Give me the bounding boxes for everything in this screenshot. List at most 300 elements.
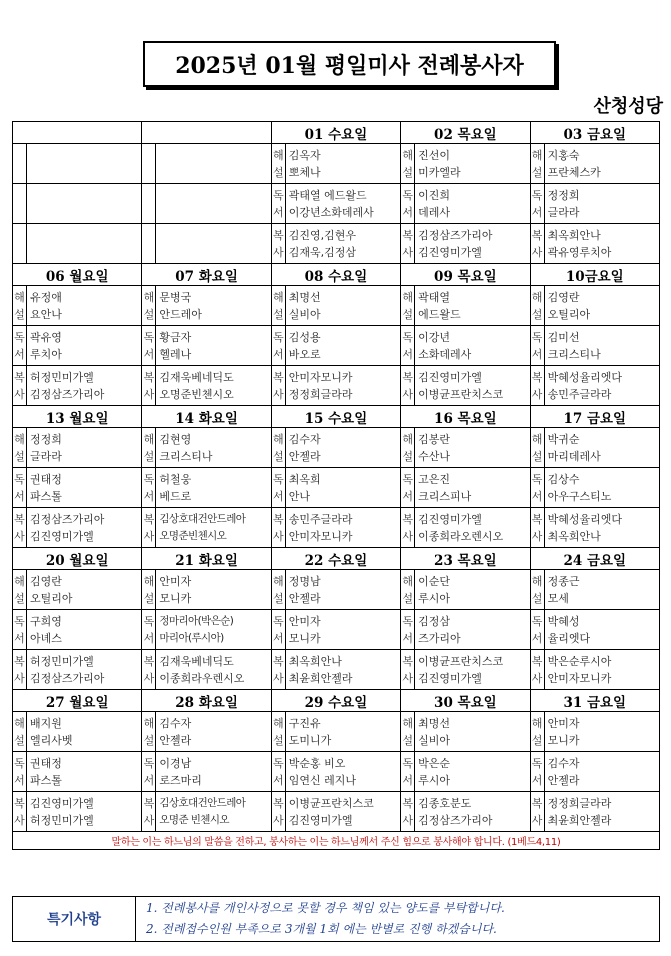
volunteer-cell — [156, 184, 271, 224]
role-label — [142, 366, 156, 406]
role-char: 복 — [272, 796, 284, 810]
role-label — [142, 428, 156, 468]
volunteer-name: 정정희글라라 — [547, 796, 612, 810]
note-item: 1. 전례봉사를 개인사정으로 못할 경우 책임 있는 양도를 부탁합니다. — [146, 901, 505, 915]
day-header: 08 수요일 — [271, 264, 400, 286]
volunteer-cell — [27, 650, 142, 690]
role-label — [530, 712, 544, 752]
role-char: 설 — [143, 449, 155, 463]
role-char: 사 — [272, 813, 284, 827]
volunteer-name: 허정민미가엘 — [30, 370, 94, 384]
role-char: 독 — [14, 330, 25, 344]
role-char: 복 — [272, 512, 284, 526]
volunteer-name: 박혜성 — [547, 614, 580, 628]
role-label — [271, 428, 285, 468]
role-char: 설 — [143, 733, 155, 747]
role-char: 서 — [272, 205, 284, 219]
role-char: 해 — [143, 574, 155, 588]
volunteer-name: 김진영,김현우 — [288, 228, 357, 242]
volunteer-name: 최옥희 — [288, 472, 321, 486]
volunteer-name: 안미자 — [159, 574, 192, 588]
lector-row — [13, 610, 660, 650]
role-char: 복 — [402, 370, 413, 384]
role-label — [142, 184, 156, 224]
lector-row — [13, 184, 660, 224]
role-char: 설 — [272, 165, 284, 179]
role-char: 복 — [531, 370, 543, 384]
role-char: 설 — [272, 449, 284, 463]
volunteer-cell — [285, 326, 400, 366]
role-char: 사 — [143, 813, 155, 827]
volunteer-cell — [285, 468, 400, 508]
volunteer-name: 김상호대건안드레아 — [159, 512, 246, 525]
day-header: 31 금요일 — [530, 690, 659, 712]
volunteer-baptismal-name: 김진영미가엘 — [418, 671, 482, 685]
role-char: 복 — [531, 654, 543, 668]
role-label — [13, 610, 27, 650]
day-header: 07 화요일 — [142, 264, 271, 286]
role-char: 서 — [531, 773, 543, 787]
day-header: 15 수요일 — [271, 406, 400, 428]
role-label — [142, 224, 156, 264]
role-char: 해 — [14, 716, 25, 730]
parish-name: 산청성당 — [593, 96, 663, 117]
volunteer-cell — [156, 570, 271, 610]
role-char: 해 — [272, 716, 284, 730]
role-char: 해 — [272, 290, 284, 304]
role-char: 사 — [143, 671, 155, 685]
volunteer-cell — [415, 570, 530, 610]
volunteer-baptismal-name: 이종희라오렌시오 — [418, 529, 504, 543]
volunteer-cell — [415, 752, 530, 792]
volunteer-name: 김수자 — [159, 716, 192, 730]
role-char: 서 — [143, 489, 155, 503]
role-char: 서 — [402, 773, 413, 787]
volunteer-name: 곽태열 — [418, 290, 451, 304]
volunteer-cell — [27, 184, 142, 224]
volunteer-cell — [285, 570, 400, 610]
day-header: 03 금요일 — [530, 122, 659, 144]
volunteer-baptismal-name: 오명준빈첸시오 — [159, 529, 227, 542]
volunteer-name: 박은순루시아 — [547, 654, 612, 668]
volunteer-cell — [415, 144, 530, 184]
volunteer-name: 박혜성율리엣다 — [547, 512, 622, 526]
volunteer-baptismal-name: 파스톨 — [30, 773, 62, 787]
role-label — [142, 144, 156, 184]
role-char: 서 — [272, 489, 284, 503]
volunteer-baptismal-name: 바오로 — [288, 347, 321, 361]
role-char: 해 — [143, 290, 155, 304]
role-label — [530, 610, 544, 650]
volunteer-cell — [415, 286, 530, 326]
volunteer-name: 이강년 — [418, 330, 451, 344]
role-char: 사 — [14, 387, 25, 401]
role-label — [13, 570, 27, 610]
role-char: 복 — [402, 796, 413, 810]
volunteer-baptismal-name: 파스톨 — [30, 489, 62, 503]
volunteer-baptismal-name: 이종희라우렌시오 — [159, 671, 245, 685]
role-label — [401, 650, 415, 690]
volunteer-name: 최옥희안나 — [288, 654, 342, 668]
role-char: 복 — [143, 654, 155, 668]
role-char: 사 — [531, 813, 543, 827]
day-header: 21 화요일 — [142, 548, 271, 570]
volunteer-cell — [156, 326, 271, 366]
page-title: 2025년 01월 평일미사 전례봉사자 — [143, 41, 556, 87]
role-label — [530, 366, 544, 406]
role-char: 독 — [143, 330, 155, 344]
volunteer-name: 박은순 — [418, 756, 451, 770]
volunteer-cell — [285, 144, 400, 184]
role-label — [530, 428, 544, 468]
volunteer-baptismal-name: 임연신 레지나 — [288, 773, 357, 787]
volunteer-baptismal-name: 크리스티나 — [159, 449, 213, 463]
volunteer-cell — [544, 184, 659, 224]
role-char: 설 — [402, 165, 413, 179]
notes-box — [12, 896, 660, 942]
volunteer-cell — [156, 286, 271, 326]
role-label — [271, 610, 285, 650]
volunteer-baptismal-name: 루치아 — [30, 347, 62, 361]
volunteer-name: 황금자 — [159, 330, 192, 344]
volunteer-name: 유정애 — [30, 290, 62, 304]
role-char: 독 — [14, 614, 25, 628]
role-char: 설 — [531, 307, 543, 321]
role-char: 독 — [14, 472, 25, 486]
volunteer-baptismal-name: 김정삼즈가리아 — [30, 387, 105, 401]
role-char: 설 — [531, 449, 543, 463]
role-label — [13, 224, 27, 264]
role-label — [271, 792, 285, 832]
role-label — [530, 144, 544, 184]
volunteer-cell — [156, 508, 271, 548]
role-label — [13, 428, 27, 468]
volunteer-name: 김정삼즈가리아 — [418, 228, 493, 242]
role-char: 설 — [402, 733, 413, 747]
volunteer-cell — [27, 610, 142, 650]
role-char: 해 — [14, 290, 25, 304]
volunteer-name: 김미선 — [547, 330, 580, 344]
role-label — [401, 570, 415, 610]
lector-row — [13, 326, 660, 366]
server-row — [13, 366, 660, 406]
volunteer-cell — [544, 610, 659, 650]
role-char: 독 — [143, 614, 155, 628]
volunteer-name: 김종호분도 — [418, 796, 472, 810]
role-label — [530, 468, 544, 508]
role-char: 사 — [272, 671, 284, 685]
role-label — [142, 752, 156, 792]
volunteer-name: 진선이 — [418, 148, 451, 162]
role-label — [530, 570, 544, 610]
volunteer-cell — [285, 650, 400, 690]
volunteer-baptismal-name: 헬레나 — [159, 347, 192, 361]
role-char: 복 — [14, 796, 25, 810]
volunteer-name: 이병균프란치스코 — [418, 654, 504, 668]
volunteer-cell — [156, 366, 271, 406]
role-char: 서 — [531, 631, 543, 645]
role-char: 서 — [14, 489, 25, 503]
volunteer-baptismal-name: 실비아 — [288, 307, 321, 321]
role-label — [401, 792, 415, 832]
role-label — [530, 650, 544, 690]
volunteer-baptismal-name: 김진영미가엘 — [418, 245, 482, 259]
volunteer-baptismal-name: 안젤라 — [547, 773, 580, 787]
role-char: 독 — [272, 188, 284, 202]
role-label — [142, 610, 156, 650]
role-char: 설 — [143, 307, 155, 321]
volunteer-baptismal-name: 즈가리아 — [418, 631, 461, 645]
role-label — [401, 508, 415, 548]
role-char: 서 — [272, 773, 284, 787]
server-row — [13, 792, 660, 832]
volunteer-baptismal-name: 마리데레사 — [547, 449, 601, 463]
volunteer-baptismal-name: 안젤라 — [159, 733, 192, 747]
volunteer-cell — [285, 792, 400, 832]
volunteer-baptismal-name: 김진영미가엘 — [30, 529, 94, 543]
volunteer-cell — [544, 144, 659, 184]
role-char: 사 — [531, 387, 543, 401]
volunteer-cell — [27, 366, 142, 406]
volunteer-name: 권태정 — [30, 472, 62, 486]
volunteer-name: 고은진 — [418, 472, 451, 486]
role-char: 해 — [272, 432, 284, 446]
day-header: 10금요일 — [530, 264, 659, 286]
volunteer-baptismal-name: 프란체스카 — [547, 165, 601, 179]
role-char: 해 — [272, 148, 284, 162]
volunteer-baptismal-name: 모니카 — [288, 631, 321, 645]
volunteer-name: 정명남 — [288, 574, 321, 588]
role-char: 서 — [402, 489, 413, 503]
role-char: 해 — [531, 290, 543, 304]
volunteer-baptismal-name: 김재욱,김정삼 — [288, 245, 357, 259]
volunteer-name: 곽유영 — [30, 330, 62, 344]
role-label — [142, 468, 156, 508]
role-char: 설 — [402, 307, 413, 321]
role-char: 서 — [402, 205, 413, 219]
volunteer-cell — [156, 792, 271, 832]
volunteer-name: 김진영미가엘 — [418, 370, 482, 384]
role-char: 사 — [143, 387, 155, 401]
role-char: 독 — [531, 614, 543, 628]
role-char: 서 — [272, 347, 284, 361]
role-label — [271, 712, 285, 752]
role-char: 해 — [14, 574, 25, 588]
role-label — [271, 326, 285, 366]
day-header: 27 월요일 — [13, 690, 142, 712]
volunteer-baptismal-name: 실비아 — [418, 733, 451, 747]
role-char: 해 — [531, 432, 543, 446]
volunteer-cell — [156, 468, 271, 508]
role-label — [401, 184, 415, 224]
volunteer-baptismal-name: 율리엣다 — [547, 631, 591, 645]
week-header-row — [13, 122, 660, 144]
volunteer-name: 정마리아(박은순) — [159, 614, 234, 627]
volunteer-cell — [544, 570, 659, 610]
role-char: 독 — [531, 472, 543, 486]
week-header-row — [13, 548, 660, 570]
role-label — [530, 792, 544, 832]
scripture-verse: 말하는 이는 하느님의 말씀을 전하고, 봉사하는 이는 하느님께서 주신 힘으로 봉사해야 합니다. (1베드4,11) — [13, 832, 660, 850]
volunteer-cell — [285, 286, 400, 326]
role-char: 설 — [531, 165, 543, 179]
volunteer-cell — [415, 508, 530, 548]
role-char: 해 — [14, 432, 25, 446]
volunteer-cell — [415, 428, 530, 468]
volunteer-cell — [285, 508, 400, 548]
role-char: 복 — [531, 796, 543, 810]
role-char: 사 — [531, 529, 543, 543]
role-char: 설 — [272, 591, 284, 605]
volunteer-baptismal-name: 엘리사벳 — [30, 733, 73, 747]
volunteer-name: 최옥희안나 — [547, 228, 601, 242]
role-label — [530, 326, 544, 366]
volunteer-name: 박혜성율리엣다 — [547, 370, 622, 384]
volunteer-cell — [156, 428, 271, 468]
role-char: 복 — [402, 228, 413, 242]
role-label — [401, 366, 415, 406]
role-char: 사 — [402, 529, 413, 543]
volunteer-baptismal-name: 곽유영루치아 — [547, 245, 612, 259]
role-label — [401, 144, 415, 184]
day-header: 23 목요일 — [401, 548, 530, 570]
role-label — [142, 650, 156, 690]
volunteer-baptismal-name: 오명준빈첸시오 — [159, 387, 234, 401]
role-label — [13, 366, 27, 406]
volunteer-cell — [415, 184, 530, 224]
role-char: 복 — [14, 654, 25, 668]
volunteer-cell — [415, 712, 530, 752]
role-char: 설 — [14, 591, 25, 605]
day-header: 24 금요일 — [530, 548, 659, 570]
volunteer-cell — [544, 326, 659, 366]
role-label — [13, 286, 27, 326]
volunteer-baptismal-name: 정정희글라라 — [288, 387, 353, 401]
volunteer-cell — [156, 610, 271, 650]
role-char: 서 — [402, 631, 413, 645]
volunteer-baptismal-name: 뽀체나 — [288, 165, 321, 179]
day-header: 09 목요일 — [401, 264, 530, 286]
role-char: 복 — [143, 512, 155, 526]
volunteer-name: 안미자 — [547, 716, 580, 730]
role-char: 해 — [531, 716, 543, 730]
volunteer-cell — [415, 792, 530, 832]
volunteer-name: 김성용 — [288, 330, 321, 344]
role-label — [142, 712, 156, 752]
volunteer-name: 권태정 — [30, 756, 62, 770]
volunteer-baptismal-name: 루시아 — [418, 591, 451, 605]
role-char: 설 — [272, 307, 284, 321]
volunteer-baptismal-name: 이강년소화데레사 — [288, 205, 374, 219]
volunteer-cell — [156, 144, 271, 184]
volunteer-cell — [27, 752, 142, 792]
role-char: 독 — [402, 188, 413, 202]
volunteer-baptismal-name: 안미자모니카 — [547, 671, 612, 685]
day-header: 02 목요일 — [401, 122, 530, 144]
volunteer-cell — [544, 366, 659, 406]
role-char: 복 — [531, 228, 543, 242]
role-char: 독 — [402, 330, 413, 344]
volunteer-baptismal-name: 송민주글라라 — [547, 387, 612, 401]
volunteer-cell — [285, 610, 400, 650]
role-char: 해 — [402, 716, 413, 730]
volunteer-cell — [156, 752, 271, 792]
day-header: 06 월요일 — [13, 264, 142, 286]
role-label — [401, 326, 415, 366]
role-label — [401, 712, 415, 752]
role-char: 복 — [143, 796, 155, 810]
volunteer-cell — [27, 712, 142, 752]
volunteer-name: 지홍숙 — [547, 148, 580, 162]
volunteer-name: 김상수 — [547, 472, 580, 486]
role-char: 설 — [402, 449, 413, 463]
volunteer-name: 김영란 — [547, 290, 580, 304]
day-header: 28 화요일 — [142, 690, 271, 712]
lector-row — [13, 468, 660, 508]
role-label — [401, 428, 415, 468]
volunteer-baptismal-name: 오틸리아 — [547, 307, 591, 321]
volunteer-name: 구진유 — [288, 716, 321, 730]
day-header: 30 목요일 — [401, 690, 530, 712]
volunteer-cell — [415, 650, 530, 690]
role-char: 독 — [272, 614, 284, 628]
role-char: 사 — [272, 245, 284, 259]
commentator-row — [13, 144, 660, 184]
volunteer-name: 김옥자 — [288, 148, 321, 162]
server-row — [13, 508, 660, 548]
volunteer-cell — [156, 650, 271, 690]
volunteer-cell — [285, 428, 400, 468]
role-char: 해 — [402, 432, 413, 446]
role-char: 해 — [531, 574, 543, 588]
week-header-row — [13, 690, 660, 712]
volunteer-name: 문병국 — [159, 290, 192, 304]
role-label — [401, 286, 415, 326]
role-label — [271, 366, 285, 406]
volunteer-baptismal-name: 수산나 — [418, 449, 451, 463]
server-row — [13, 650, 660, 690]
volunteer-name: 배지원 — [30, 716, 62, 730]
role-label — [530, 508, 544, 548]
day-header: 01 수요일 — [271, 122, 400, 144]
role-char: 해 — [143, 432, 155, 446]
volunteer-baptismal-name: 이병균프란치스코 — [418, 387, 504, 401]
role-label — [271, 286, 285, 326]
volunteer-cell — [285, 712, 400, 752]
volunteer-cell — [27, 792, 142, 832]
volunteer-cell — [415, 468, 530, 508]
volunteer-name: 김봉란 — [418, 432, 451, 446]
role-char: 사 — [402, 387, 413, 401]
role-char: 사 — [272, 387, 284, 401]
role-char: 복 — [272, 654, 284, 668]
schedule-table — [12, 121, 660, 850]
role-char: 서 — [143, 773, 155, 787]
day-header — [142, 122, 271, 144]
volunteer-cell — [27, 144, 142, 184]
commentator-row — [13, 570, 660, 610]
role-char: 독 — [402, 614, 413, 628]
volunteer-baptismal-name: 모니카 — [547, 733, 580, 747]
volunteer-name: 김영란 — [30, 574, 62, 588]
day-header: 14 화요일 — [142, 406, 271, 428]
volunteer-name: 허철웅 — [159, 472, 192, 486]
volunteer-cell — [544, 224, 659, 264]
volunteer-baptismal-name: 요안나 — [30, 307, 62, 321]
role-label — [142, 286, 156, 326]
week-header-row — [13, 264, 660, 286]
role-char: 서 — [14, 631, 25, 645]
